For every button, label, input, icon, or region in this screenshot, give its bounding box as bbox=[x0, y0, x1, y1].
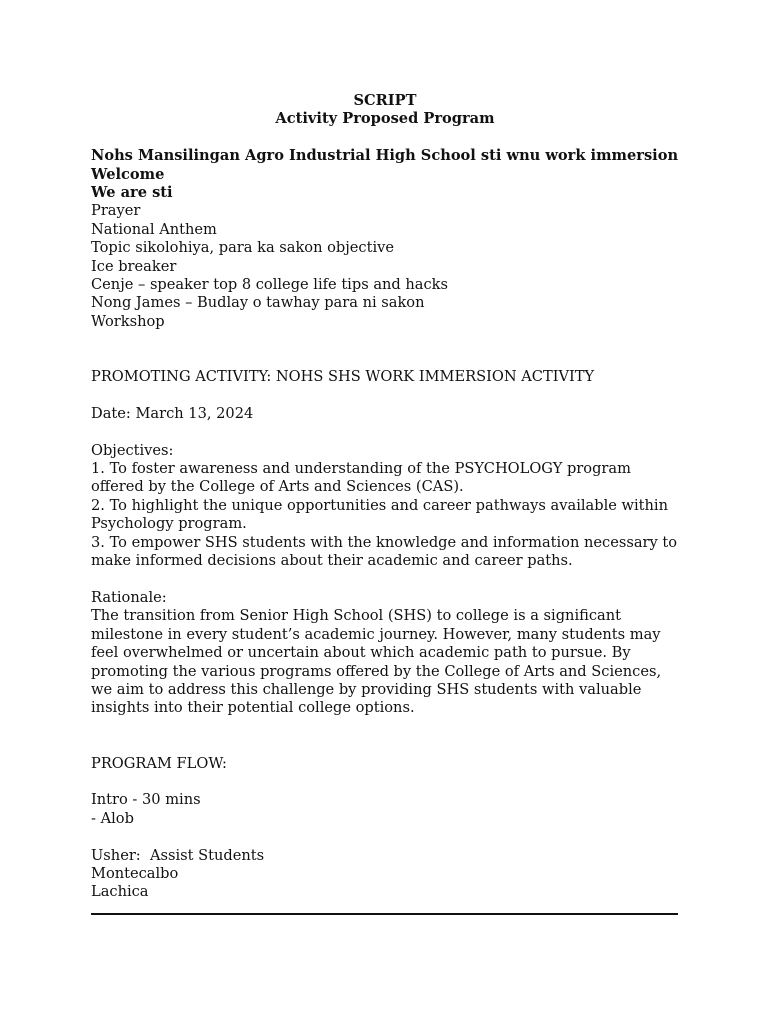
program-flow-heading: PROGRAM FLOW: bbox=[91, 754, 227, 772]
usher-name: Lachica bbox=[91, 883, 149, 901]
welcome-line: Welcome bbox=[91, 165, 165, 183]
school-line: Nohs Mansilingan Agro Industrial High School sti wnu work immersion bbox=[91, 147, 679, 165]
agenda-item: Cenje – speaker top 8 college life tips and hacks bbox=[91, 276, 449, 294]
horizontal-divider bbox=[91, 913, 678, 915]
objective-item: 3. To empower SHS students with the knowledge and information necessary to make informed decisions about their academic and career paths. bbox=[91, 533, 678, 570]
rationale-body: The transition from Senior High School (SHS) to college is a significant milestone in every student’s academic journey. However, many students may feel overwhelmed or uncertain about which academic path to pursue. By promoting the various programs offered by the College of Arts and Sciences, we aim to address this challenge by providing SHS students with valuable insights into their potential college options. bbox=[91, 607, 662, 717]
agenda-item: Prayer bbox=[91, 202, 141, 220]
program-flow-intro: Intro - 30 mins bbox=[91, 791, 201, 809]
usher-name: Montecalbo bbox=[91, 864, 179, 882]
agenda-item: Nong James – Budlay o tawhay para ni sakon bbox=[91, 294, 425, 312]
document-title: SCRIPT bbox=[353, 92, 417, 109]
promoting-activity-heading: PROMOTING ACTIVITY: NOHS SHS WORK IMMERSION ACTIVITY bbox=[91, 368, 595, 386]
rationale-heading: Rationale: bbox=[91, 588, 167, 606]
we-are-line: We are sti bbox=[91, 184, 173, 202]
objective-item: 1. To foster awareness and understanding of the PSYCHOLOGY program offered by the College of Arts and Sciences (CAS). bbox=[91, 460, 631, 496]
objectives-heading: Objectives: bbox=[91, 441, 174, 459]
agenda-item: National Anthem bbox=[91, 220, 217, 238]
objective-item: 2. To highlight the unique opportunities and career pathways available within Psychology program. bbox=[91, 496, 669, 533]
agenda-item: Ice breaker bbox=[91, 257, 177, 275]
usher-line: Usher: Assist Students bbox=[91, 846, 265, 864]
document-page bbox=[91, 92, 679, 902]
program-flow-intro-sub: - Alob bbox=[91, 809, 134, 827]
agenda-item: Topic sikolohiya, para ka sakon objective bbox=[91, 239, 395, 257]
activity-date: Date: March 13, 2024 bbox=[91, 404, 254, 422]
document-subtitle: Activity Proposed Program bbox=[275, 110, 495, 128]
agenda-item: Workshop bbox=[91, 312, 165, 330]
